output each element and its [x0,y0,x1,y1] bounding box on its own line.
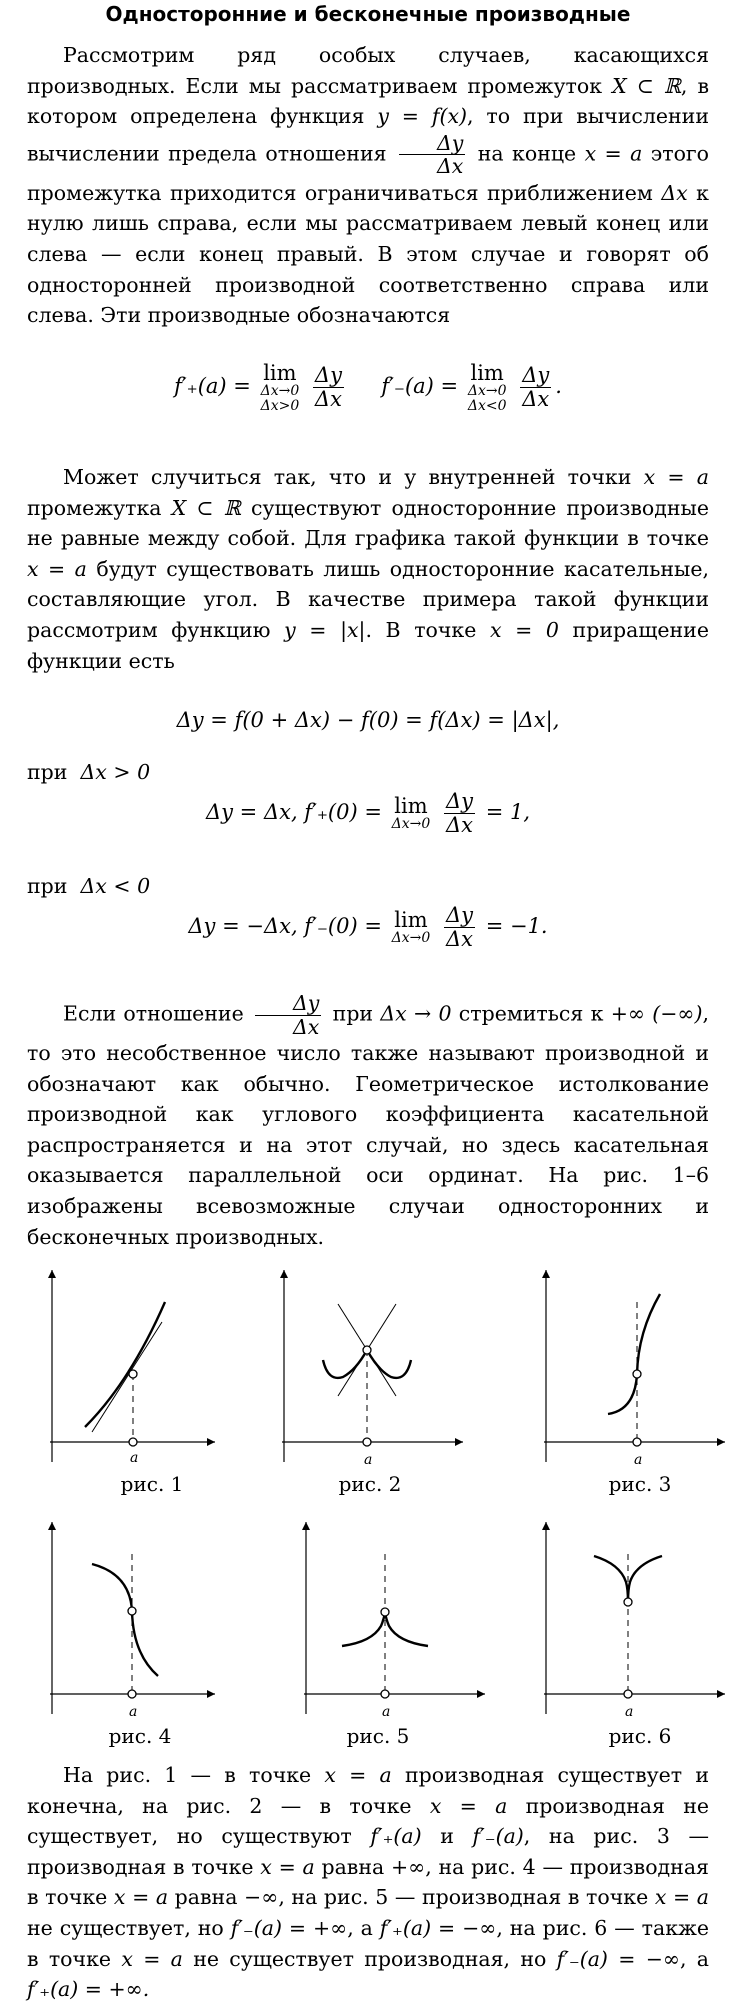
eq-right: = 1, [485,800,531,825]
text: . В точке [365,617,490,642]
math: y = |x| [284,617,366,642]
figure-1-graph [20,1262,220,1472]
text: , а [679,1946,709,1971]
text: равна [314,1854,391,1879]
axis-label-a: a [129,1704,138,1720]
figure-2-graph [268,1262,468,1472]
axis-label-a: a [625,1704,634,1720]
text: , а [347,1915,380,1940]
math: f′₊(a) [370,1824,422,1849]
math: x = a [260,1854,315,1879]
text: при [27,760,68,784]
caption-2: рис. 2 [338,1472,402,1496]
text: стремиться к [451,1001,611,1026]
paragraph-2 [27,462,709,676]
text: этого промежутка приходится ограничиваться приближением [27,141,709,205]
limit: lim Δx→0 [391,794,431,833]
text: при [325,1001,381,1026]
math: x = a [121,1946,183,1971]
math: x = a [27,556,87,581]
text: Может случиться так, что и у внутренней точки [63,465,644,489]
math: f′₋(a) [472,1824,524,1849]
math: x = 0 [489,617,559,642]
figure-4 [20,1514,220,1724]
equation-left-derivative [0,904,736,951]
text: , на рис. 3 — производная в точке [27,1824,709,1879]
math: +∞ [610,1001,645,1026]
fraction: $\frac{\Delta y}{\Delta x}$ [445,789,474,838]
text: равна [168,1885,245,1910]
math: x = a [643,465,709,489]
caption-1: рис. 1 [120,1472,184,1496]
text: не существует, но [27,1915,231,1940]
paragraph-3 [27,992,709,1252]
figure-1 [20,1262,220,1472]
case-negative [27,874,150,898]
figure-6 [530,1514,730,1724]
text: , на рис. 4 — производная в точке [27,1854,709,1910]
text: производная не существует, но существуют [27,1793,709,1849]
math: y = f(x) [377,104,467,129]
eq-left: Δy = Δx, f′₊(0) = [205,800,382,825]
fraction: $\frac{\Delta y}{\Delta x}$ [445,903,474,952]
axis-label-a: a [634,1452,643,1468]
math: X ⊂ ℝ [171,495,241,520]
math: Δx [661,180,688,205]
caption-3: рис. 3 [608,1472,672,1496]
math: x = a [324,1763,392,1787]
caption-5: рис. 5 [346,1724,410,1748]
text: существуют односторонние производные не равные между собой. Для графика такой функции в точке [27,495,709,551]
caption-6: рис. 6 [608,1724,672,1748]
section-title: Односторонние и бесконечные производные [105,2,631,26]
limit: lim Δx→0 [391,908,431,947]
math: Δx → 0 [380,1001,452,1026]
math: x = a [429,1793,508,1818]
text: , то это несобственное число также называют производной и обозначают как обычно. Геометрическое истолкование производной как углового коэффициента касательной распространяется и на этот случай, но здесь касательная оказывается параллельной оси ординат. На рис. 1–6 изображены всевозможные случаи односторонних и бесконечных производных. [27,1001,709,1249]
eq-right: f′₋(a) = [381,374,459,399]
math: +∞ [390,1854,426,1879]
axis-label-a: a [364,1452,373,1468]
math: x = a [584,141,643,166]
paragraph-4 [27,1760,709,2005]
math: Δx > 0 [80,760,151,784]
limit: lim Δx→0 Δx<0 [467,361,507,414]
figure-6-graph [530,1514,730,1724]
limit: lim Δx→0 Δx>0 [260,361,300,414]
math: −∞ [244,1885,279,1910]
figure-4-graph [20,1514,220,1724]
case-positive [27,760,150,784]
text: промежутка [27,495,172,520]
text: при [27,874,68,898]
eq-left: Δy = −Δx, f′₋(0) = [188,914,382,939]
text: к нулю лишь справа, если мы рассматриваем левый конец или слева — если конец правый. В этом случае и говорят об односторонней производной соответственно справа или слева. Эти производные обозначаются [27,180,709,328]
math: f′₋(a) = −∞ [556,1946,680,1971]
caption-4: рис. 4 [108,1724,172,1748]
paragraph-1 [27,40,709,331]
axis-label-a: a [130,1450,139,1466]
equation-right-derivative [0,790,736,837]
fraction: $\frac{\Delta y}{\Delta x}$ [255,992,321,1038]
figure-2 [268,1262,468,1472]
text: , на рис. 5 — производная в точке [278,1885,655,1910]
text: приращение функции есть [27,617,709,673]
axis-label-a: a [382,1704,391,1720]
text: производная существует и конечна, на рис. 2 — в точке [27,1763,710,1818]
fraction: $\frac{\Delta y}{\Delta x}$ [399,132,465,178]
text: Если отношение [63,1001,251,1026]
equation-increment: Δy = f(0 + Δx) − f(0) = f(Δx) = |Δx|, [176,708,560,732]
text: , на рис. 6 — также в точке [27,1915,709,1971]
figure-3 [530,1262,730,1472]
fraction: $\frac{\Delta y}{\Delta x}$ [314,363,342,412]
eq-right: = −1. [485,914,548,939]
math: X ⊂ ℝ [612,73,681,98]
equation-one-sided-derivatives: f′₊(a) = lim Δx→0 Δx>0 $\frac{\Delta y}{\Delta x}$ f′₋(a) = lim Δx→0 Δx<0 $\frac{\Delta y}{\Delta x}$ . [174,361,562,414]
text: , то при вычислении вычислении предела отношения [27,104,709,166]
figure-5 [290,1514,490,1724]
figure-5-graph [290,1514,490,1724]
fraction: $\frac{\Delta y}{\Delta x}$ [522,363,550,412]
math: (−∞) [652,1001,703,1026]
eq-left: f′₊(a) = [174,374,251,399]
text: будут существовать лишь односторонние касательные, составляющие угол. В качестве примера такой функции рассмотрим функцию [27,556,709,642]
math: Δx < 0 [80,874,151,898]
math: x = a [654,1885,709,1910]
text: Рассмотрим ряд особых случаев, касающихся производных. Если мы рассматриваем промежуток [27,43,709,98]
text: , в котором определена функция [27,73,709,129]
math: f′₋(a) = +∞ [230,1915,348,1940]
text: На рис. 1 — в точке [63,1763,325,1787]
math: x = a [113,1885,169,1910]
math: f′₊(a) = −∞ [379,1915,497,1940]
text: и [421,1824,473,1849]
math: f′₊(a) = +∞. [27,1977,150,2002]
text: не существует производная, но [182,1946,557,1971]
figure-3-graph [530,1262,730,1472]
text: на конце [469,141,585,166]
